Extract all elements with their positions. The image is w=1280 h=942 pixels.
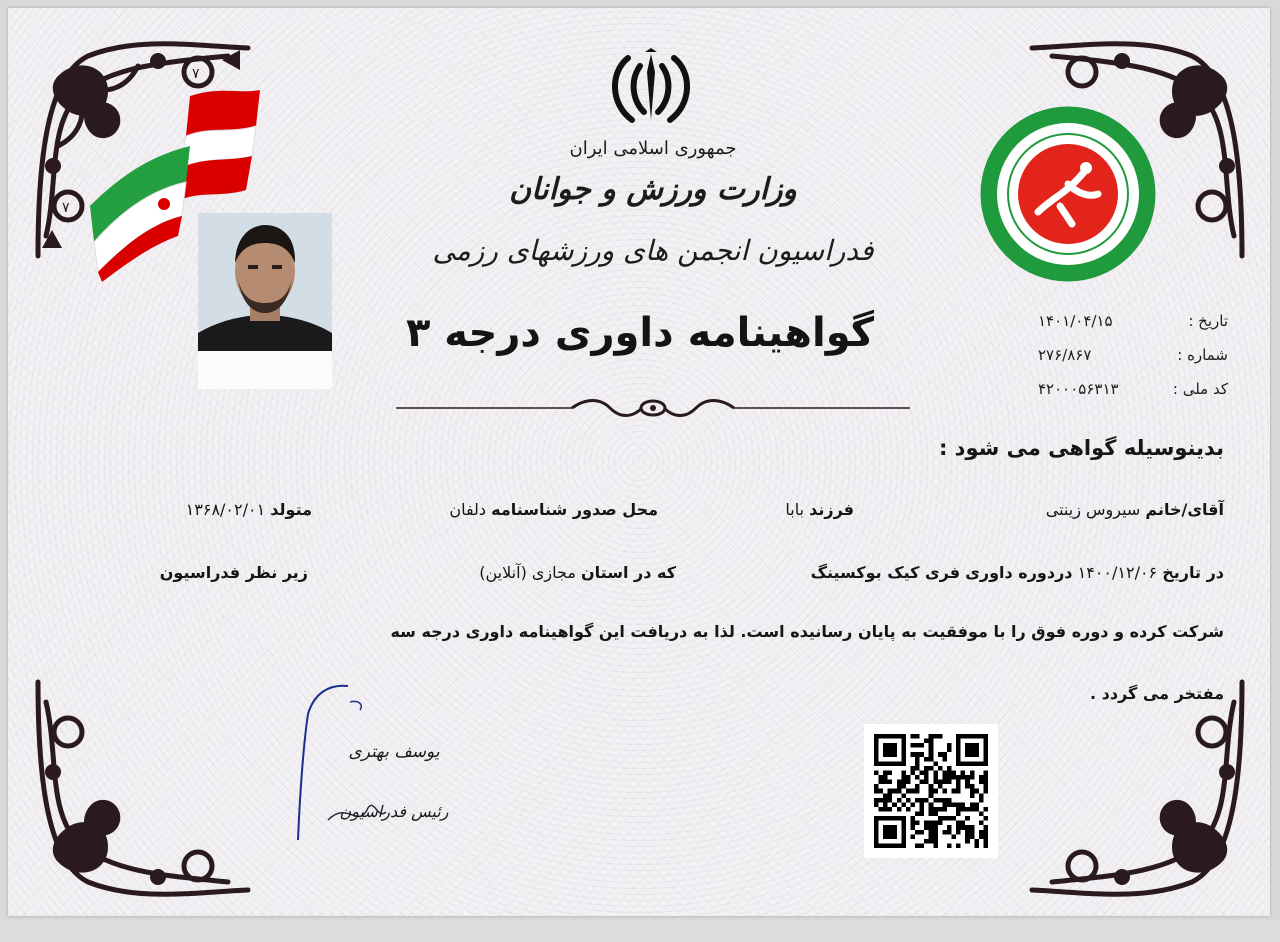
national-code-value: ۴۲۰۰۰۵۶۳۱۳ [1038,380,1119,398]
photo-caption-area [198,351,332,389]
name-field [988,500,1224,519]
birth-date-field [128,500,312,519]
signatory-role: رئیس فدراسیون [339,802,449,821]
issue-place-value: دلفان [449,500,487,519]
ornamental-divider [396,392,910,424]
father-value: بابا [785,500,805,519]
federation-seal-icon [976,102,1160,286]
number-label: شماره : [1177,346,1228,364]
father-field [728,500,854,519]
svg-text:٧: ٧ [62,200,70,216]
father-label: فرزند [809,500,854,519]
birth-date-label: متولد [270,500,312,519]
country-name: جمهوری اسلامی ایران [569,138,737,159]
corner-ornament-bottom-right [1022,672,1252,902]
province-field [428,563,676,582]
federation-name: فدراسیون انجمن های ورزشهای رزمی [432,234,874,267]
closing-text: مفتخر می گردد . [1090,684,1224,703]
qr-code[interactable] [864,724,998,858]
course-date-label: در تاریخ [1162,563,1224,582]
certificate-lead: بدینوسیله گواهی می شود : [938,436,1224,460]
issue-place-label: محل صدور شناسنامه [491,500,658,519]
course-field [708,563,1224,582]
handwritten-signature [288,680,478,848]
course-label: دردوره داوری [965,563,1073,582]
issue-place-field [408,500,658,519]
province-value: مجازی (آنلاین) [479,563,576,582]
holder-photo [198,213,332,351]
course-date-value: ۱۴۰۰/۱۲/۰۶ [1077,563,1158,582]
certificate-title: گواهینامه داوری درجه ۳ [405,310,875,356]
signatory-name: یوسف بهتری [348,742,440,762]
number-value: ۲۷۶/۸۶۷ [1038,346,1092,364]
iran-emblem-icon [606,48,696,130]
ministry-name: وزارت ورزش و جوانان [509,172,797,207]
birth-date-value: ۱۳۶۸/۰۲/۰۱ [185,500,266,519]
page-bottom-strip [0,920,1280,942]
certificate-meta [1018,304,1228,406]
certificate-sheet [8,8,1270,916]
corner-ornament-bottom-left [28,672,258,902]
name-label: آقای/خانم [1145,500,1224,519]
date-label: تاریخ : [1188,312,1228,330]
supervision-text: زیر نظر فدراسیون [159,563,308,582]
name-value: سیروس زینتی [1045,500,1141,519]
completion-text: شرکت کرده و دوره فوق را با موفقیت به پایان رسانیده است. لذا به دریافت این گواهینامه داوری درجه سه [390,622,1224,641]
course-value: فری کیک بوکسینگ [810,563,961,582]
national-code-label: کد ملی : [1172,380,1228,398]
province-label: که در استان [581,563,676,582]
svg-text:٧: ٧ [192,66,200,82]
date-value: ۱۴۰۱/۰۴/۱۵ [1038,312,1113,330]
